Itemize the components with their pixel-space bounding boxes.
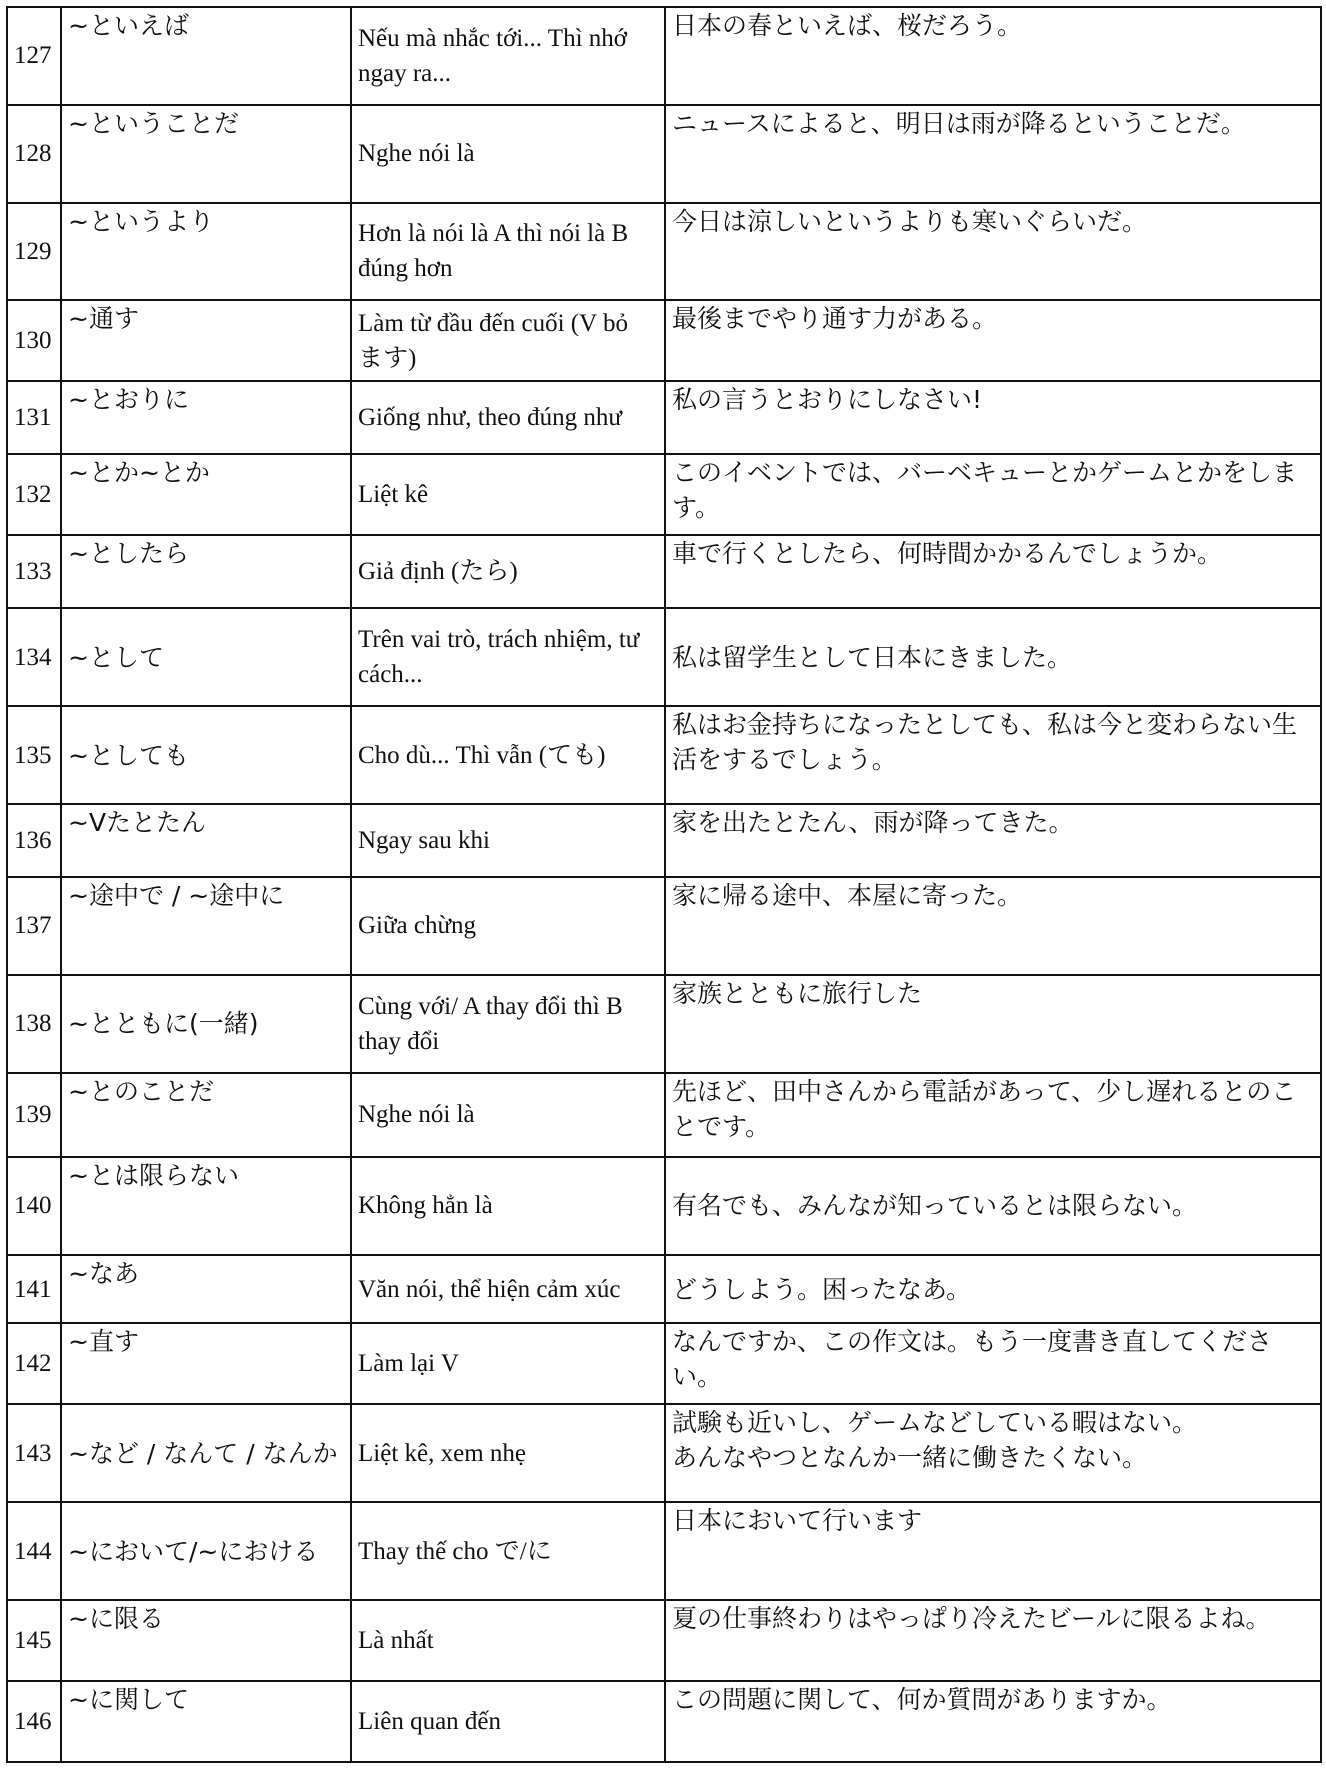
grammar-pattern-cell: ~に関して bbox=[61, 1681, 351, 1762]
row-number-cell: 128 bbox=[7, 105, 61, 203]
example-sentence-cell: 最後までやり通す力がある。 bbox=[665, 300, 1321, 381]
example-sentence-cell: 日本において行います bbox=[665, 1502, 1321, 1600]
example-sentence-cell: どうしよう。困ったなあ。 bbox=[665, 1255, 1321, 1324]
example-sentence-cell: 今日は涼しいというよりも寒いぐらいだ。 bbox=[665, 203, 1321, 301]
meaning-cell: Cùng với/ A thay đổi thì B thay đổi bbox=[351, 975, 665, 1073]
example-sentence-cell: 日本の春といえば、桜だろう。 bbox=[665, 7, 1321, 105]
example-sentence-cell: 家に帰る途中、本屋に寄った。 bbox=[665, 877, 1321, 975]
meaning-cell: Làm từ đầu đến cuối (V bỏ ます) bbox=[351, 300, 665, 381]
row-number-cell: 134 bbox=[7, 608, 61, 706]
row-number-cell: 129 bbox=[7, 203, 61, 301]
example-sentence-cell: 私は留学生として日本にきました。 bbox=[665, 608, 1321, 706]
grammar-pattern-cell: ~に限る bbox=[61, 1600, 351, 1681]
table-row bbox=[7, 454, 1321, 535]
grammar-table-body bbox=[7, 7, 1321, 1762]
meaning-cell: Liệt kê bbox=[351, 454, 665, 535]
meaning-cell: Liên quan đến bbox=[351, 1681, 665, 1762]
table-row bbox=[7, 608, 1321, 706]
meaning-cell: Giống như, theo đúng như bbox=[351, 381, 665, 454]
grammar-pattern-cell: ~というより bbox=[61, 203, 351, 301]
row-number-cell: 144 bbox=[7, 1502, 61, 1600]
table-row bbox=[7, 975, 1321, 1073]
meaning-cell: Nếu mà nhắc tới... Thì nhớ ngay ra... bbox=[351, 7, 665, 105]
example-sentence-cell: このイベントでは、バーベキューとかゲームとかをします。 bbox=[665, 454, 1321, 535]
table-row bbox=[7, 105, 1321, 203]
example-sentence-cell: 夏の仕事終わりはやっぱり冷えたビールに限るよね。 bbox=[665, 1600, 1321, 1681]
grammar-pattern-cell: ~など / なんて / なんか bbox=[61, 1404, 351, 1502]
meaning-cell: Là nhất bbox=[351, 1600, 665, 1681]
row-number-cell: 131 bbox=[7, 381, 61, 454]
table-row bbox=[7, 1404, 1321, 1502]
grammar-pattern-cell: ~とは限らない bbox=[61, 1157, 351, 1255]
grammar-pattern-cell: ~としたら bbox=[61, 535, 351, 608]
row-number-cell: 130 bbox=[7, 300, 61, 381]
row-number-cell: 145 bbox=[7, 1600, 61, 1681]
table-row bbox=[7, 804, 1321, 877]
example-sentence-cell: 試験も近いし、ゲームなどしている暇はない。 あんなやつとなんか一緒に働きたくない。 bbox=[665, 1404, 1321, 1502]
table-row bbox=[7, 535, 1321, 608]
meaning-cell: Không hẳn là bbox=[351, 1157, 665, 1255]
row-number-cell: 143 bbox=[7, 1404, 61, 1502]
table-row bbox=[7, 1073, 1321, 1157]
row-number-cell: 135 bbox=[7, 706, 61, 804]
row-number-cell: 138 bbox=[7, 975, 61, 1073]
row-number-cell: 140 bbox=[7, 1157, 61, 1255]
example-sentence-cell: 家族とともに旅行した bbox=[665, 975, 1321, 1073]
table-row bbox=[7, 300, 1321, 381]
grammar-pattern-cell: ~なあ bbox=[61, 1255, 351, 1324]
meaning-cell: Liệt kê, xem nhẹ bbox=[351, 1404, 665, 1502]
example-sentence-cell: 先ほど、田中さんから電話があって、少し遅れるとのことです。 bbox=[665, 1073, 1321, 1157]
example-sentence-cell: 家を出たとたん、雨が降ってきた。 bbox=[665, 804, 1321, 877]
meaning-cell: Thay thế cho で/に bbox=[351, 1502, 665, 1600]
grammar-pattern-cell: ~ということだ bbox=[61, 105, 351, 203]
meaning-cell: Cho dù... Thì vẫn (ても) bbox=[351, 706, 665, 804]
grammar-pattern-cell: ~とおりに bbox=[61, 381, 351, 454]
example-sentence-cell: なんですか、この作文は。もう一度書き直してください。 bbox=[665, 1323, 1321, 1404]
row-number-cell: 137 bbox=[7, 877, 61, 975]
grammar-pattern-cell: ~といえば bbox=[61, 7, 351, 105]
grammar-table bbox=[6, 6, 1322, 1763]
row-number-cell: 139 bbox=[7, 1073, 61, 1157]
meaning-cell: Làm lại V bbox=[351, 1323, 665, 1404]
table-row bbox=[7, 381, 1321, 454]
meaning-cell: Văn nói, thể hiện cảm xúc bbox=[351, 1255, 665, 1324]
table-row bbox=[7, 1157, 1321, 1255]
row-number-cell: 141 bbox=[7, 1255, 61, 1324]
row-number-cell: 142 bbox=[7, 1323, 61, 1404]
table-row bbox=[7, 1502, 1321, 1600]
grammar-pattern-cell: ~Vたとたん bbox=[61, 804, 351, 877]
table-row bbox=[7, 1681, 1321, 1762]
grammar-pattern-cell: ~とのことだ bbox=[61, 1073, 351, 1157]
grammar-pattern-cell: ~通す bbox=[61, 300, 351, 381]
grammar-pattern-cell: ~とか~とか bbox=[61, 454, 351, 535]
meaning-cell: Nghe nói là bbox=[351, 105, 665, 203]
grammar-pattern-cell: ~直す bbox=[61, 1323, 351, 1404]
table-row bbox=[7, 7, 1321, 105]
table-row bbox=[7, 1323, 1321, 1404]
table-row bbox=[7, 203, 1321, 301]
row-number-cell: 136 bbox=[7, 804, 61, 877]
meaning-cell: Ngay sau khi bbox=[351, 804, 665, 877]
grammar-pattern-cell: ~とともに(一緒) bbox=[61, 975, 351, 1073]
grammar-pattern-cell: ~として bbox=[61, 608, 351, 706]
meaning-cell: Nghe nói là bbox=[351, 1073, 665, 1157]
row-number-cell: 133 bbox=[7, 535, 61, 608]
row-number-cell: 146 bbox=[7, 1681, 61, 1762]
example-sentence-cell: ニュースによると、明日は雨が降るということだ。 bbox=[665, 105, 1321, 203]
meaning-cell: Giữa chừng bbox=[351, 877, 665, 975]
example-sentence-cell: 車で行くとしたら、何時間かかるんでしょうか。 bbox=[665, 535, 1321, 608]
example-sentence-cell: 有名でも、みんなが知っているとは限らない。 bbox=[665, 1157, 1321, 1255]
table-row bbox=[7, 706, 1321, 804]
example-sentence-cell: 私はお金持ちになったとしても、私は今と変わらない生活をするでしょう。 bbox=[665, 706, 1321, 804]
table-row bbox=[7, 1600, 1321, 1681]
meaning-cell: Trên vai trò, trách nhiệm, tư cách... bbox=[351, 608, 665, 706]
row-number-cell: 127 bbox=[7, 7, 61, 105]
grammar-pattern-cell: ~としても bbox=[61, 706, 351, 804]
grammar-pattern-cell: ~途中で / ~途中に bbox=[61, 877, 351, 975]
meaning-cell: Giả định (たら) bbox=[351, 535, 665, 608]
example-sentence-cell: 私の言うとおりにしなさい! bbox=[665, 381, 1321, 454]
example-sentence-cell: この問題に関して、何か質問がありますか。 bbox=[665, 1681, 1321, 1762]
table-row bbox=[7, 1255, 1321, 1324]
table-row bbox=[7, 877, 1321, 975]
grammar-pattern-cell: ~において/~における bbox=[61, 1502, 351, 1600]
meaning-cell: Hơn là nói là A thì nói là B đúng hơn bbox=[351, 203, 665, 301]
row-number-cell: 132 bbox=[7, 454, 61, 535]
